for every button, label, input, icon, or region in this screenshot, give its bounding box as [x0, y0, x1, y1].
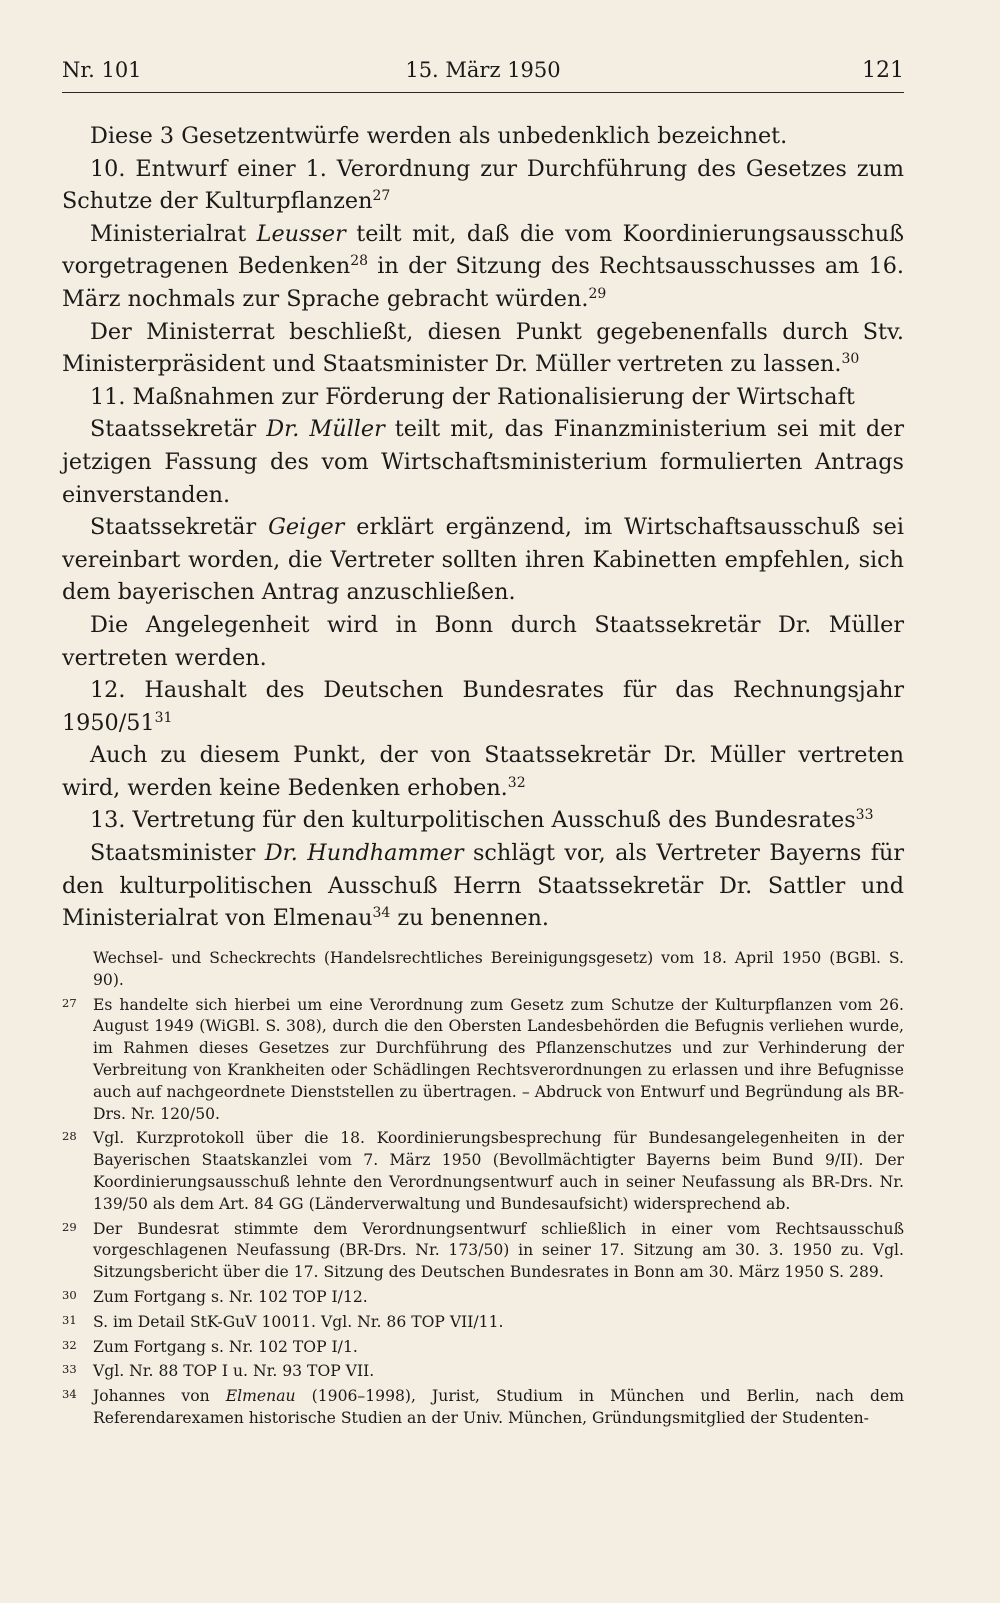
speaker-name: Dr. Hundhammer	[264, 840, 464, 867]
paragraph: Staatsminister Dr. Hundhammer schlägt vor, als Vertreter Bayerns für den kulturpolitischen Ausschuß Herrn Staatssekretär Dr. Sattler und Ministerialrat von Elmenau$^{34}$ zu benennen.	[62, 840, 904, 932]
footnote-ref[interactable]: 34	[372, 905, 391, 922]
footnote-31: 31 S. im Detail StK-GuV 10011. Vgl. Nr. 86 TOP VII/11.	[62, 1312, 504, 1331]
agenda-item-10: 10. Entwurf einer 1. Verordnung zur Durchführung des Gesetzes zum Schutze der Kulturpflanzen$^{27}$	[62, 155, 904, 215]
paragraph: Staatssekretär Geiger erklärt ergänzend, im Wirtschaftsausschuß sei vereinbart worden, die Vertreter sollten ihren Kabinetten empfehlen, sich dem bayerischen Antrag anzuschließen.	[62, 514, 904, 606]
paragraph: Die Angelegenheit wird in Bonn durch Staatssekretär Dr. Müller vertreten werden.	[62, 611, 904, 671]
footnote-28: 28 Vgl. Kurzprotokoll über die 18. Koordinierungsbesprechung für Bundesangelegenheiten in der Bayerischen Staatskanzlei vom 7. März 1950 (Bevollmächtigter Bayerns beim Bund 9/II). Der Koordinierungsausschuß lehnte den Verordnungsentwurf auch in seiner Neufassung als BR-Drs. Nr. 139/50 als dem Art. 84 GG (Länderverwaltung und Bundesaufsicht) widersprechend ab.	[62, 1129, 904, 1213]
footnote-27: 27 Es handelte sich hierbei um eine Verordnung zum Gesetz zum Schutze der Kulturpflanzen vom 26. August 1949 (WiGBl. S. 308), durch die den Obersten Landesbehörden die Befugnis verliehen wurde, im Rahmen dieses Gesetzes zur Durchführung des Pflanzenschutzes und zur Verhinderung der Verbreitung von Krankheiten oder Schädlingen Rechtsverordnungen zu erlassen und ihre Befugnisse auch auf nachgeordnete Dienststellen zu übertragen. – Abdruck von Entwurf und Begründung als BR-Drs. Nr. 120/50.	[62, 995, 904, 1123]
footnote-29: 29 Der Bundesrat stimmte dem Verordnungsentwurf schließlich in einer vom Rechtsausschuß vorgeschlagenen Neufassung (BR-Drs. Nr. 173/50) in seiner 17. Sitzung am 30. 3. 1950 zu. Vgl. Sitzungsbericht über die 17. Sitzung des Deutschen Bundesrates in Bonn am 30. März 1950 S. 289.	[62, 1219, 904, 1282]
footnote-ref[interactable]: 28	[350, 253, 369, 270]
footnote-number: 28	[62, 1129, 77, 1144]
agenda-item-13: 13. Vertretung für den kulturpolitischen Ausschuß des Bundesrates$^{33}$	[90, 807, 874, 834]
footnotes	[62, 948, 904, 1433]
paragraph: Diese 3 Gesetzentwürfe werden als unbedenklich bezeichnet.	[90, 123, 788, 149]
footnote-34: 34 Johannes von Elmenau (1906–1998), Jurist, Studium in München und Berlin, nach dem Referendarexamen historische Studien an der Univ. München, Gründungsmitglied der Studenten-	[62, 1387, 904, 1427]
footnote-continuation: Wechsel- und Scheckrechts (Handelsrechtliches Bereinigungsgesetz) vom 18. April 1950 (BGBl. S. 90).	[93, 949, 904, 989]
footnote-number: 29	[62, 1219, 77, 1234]
agenda-item-12: 12. Haushalt des Deutschen Bundesrates für das Rechnungsjahr $1950/51^{31}$	[62, 677, 904, 736]
page-number: 121	[862, 58, 904, 83]
paragraph: Der Ministerrat beschließt, diesen Punkt gegebenenfalls durch Stv. Ministerpräsident und Staatsminister Dr. Müller vertreten zu lassen.$^{30}$	[62, 318, 904, 378]
speaker-name: Dr. Müller	[266, 416, 385, 443]
footnote-number: 32	[62, 1337, 77, 1352]
paragraph: Ministerialrat Leusser teilt mit, daß die vom Koordinierungsausschuß vorgetragenen Bedenken$^{28}$ in der Sitzung des Rechtsausschusses am 16. März nochmals zur Sprache gebracht würden.$^{29}$	[62, 220, 905, 312]
footnote-number: 33	[62, 1362, 77, 1377]
footnote-ref[interactable]: 33	[855, 807, 874, 824]
footnote-number: 27	[62, 995, 77, 1010]
header-rule	[62, 92, 904, 93]
session-date: 15. März 1950	[405, 58, 561, 82]
speaker-name: Geiger	[268, 514, 345, 541]
agenda-item-11: 11. Maßnahmen zur Förderung der Rationalisierung der Wirtschaft	[90, 383, 855, 410]
footnote-number: 30	[62, 1287, 77, 1302]
document-number: Nr. 101	[62, 58, 142, 82]
paragraph: Auch zu diesem Punkt, der von Staatssekretär Dr. Müller vertreten wird, werden keine Bedenken erhoben.$^{32}$	[62, 742, 904, 801]
footnote-ref[interactable]: 31	[154, 709, 173, 726]
protocol-body	[62, 120, 904, 935]
footnote-ref[interactable]: 29	[588, 285, 607, 302]
footnote-30: 30 Zum Fortgang s. Nr. 102 TOP I/12.	[62, 1287, 368, 1306]
person-name: Elmenau	[225, 1387, 296, 1406]
paragraph: Staatssekretär Dr. Müller teilt mit, das Finanzministerium sei mit der jetzigen Fassung des vom Wirtschaftsministerium formulierten Antrags einverstanden.	[62, 416, 904, 508]
footnote-ref[interactable]: 27	[372, 188, 391, 205]
footnote-33: 33 Vgl. Nr. 88 TOP I u. Nr. 93 TOP VII.	[62, 1362, 375, 1381]
footnote-ref[interactable]: 30	[841, 351, 860, 368]
speaker-name: Leusser	[256, 220, 346, 247]
footnote-number: 31	[62, 1312, 77, 1327]
footnote-32: 32 Zum Fortgang s. Nr. 102 TOP I/1.	[62, 1337, 358, 1356]
footnote-number: 34	[62, 1387, 77, 1402]
footnote-ref[interactable]: 32	[507, 774, 526, 791]
page-header	[62, 58, 904, 92]
